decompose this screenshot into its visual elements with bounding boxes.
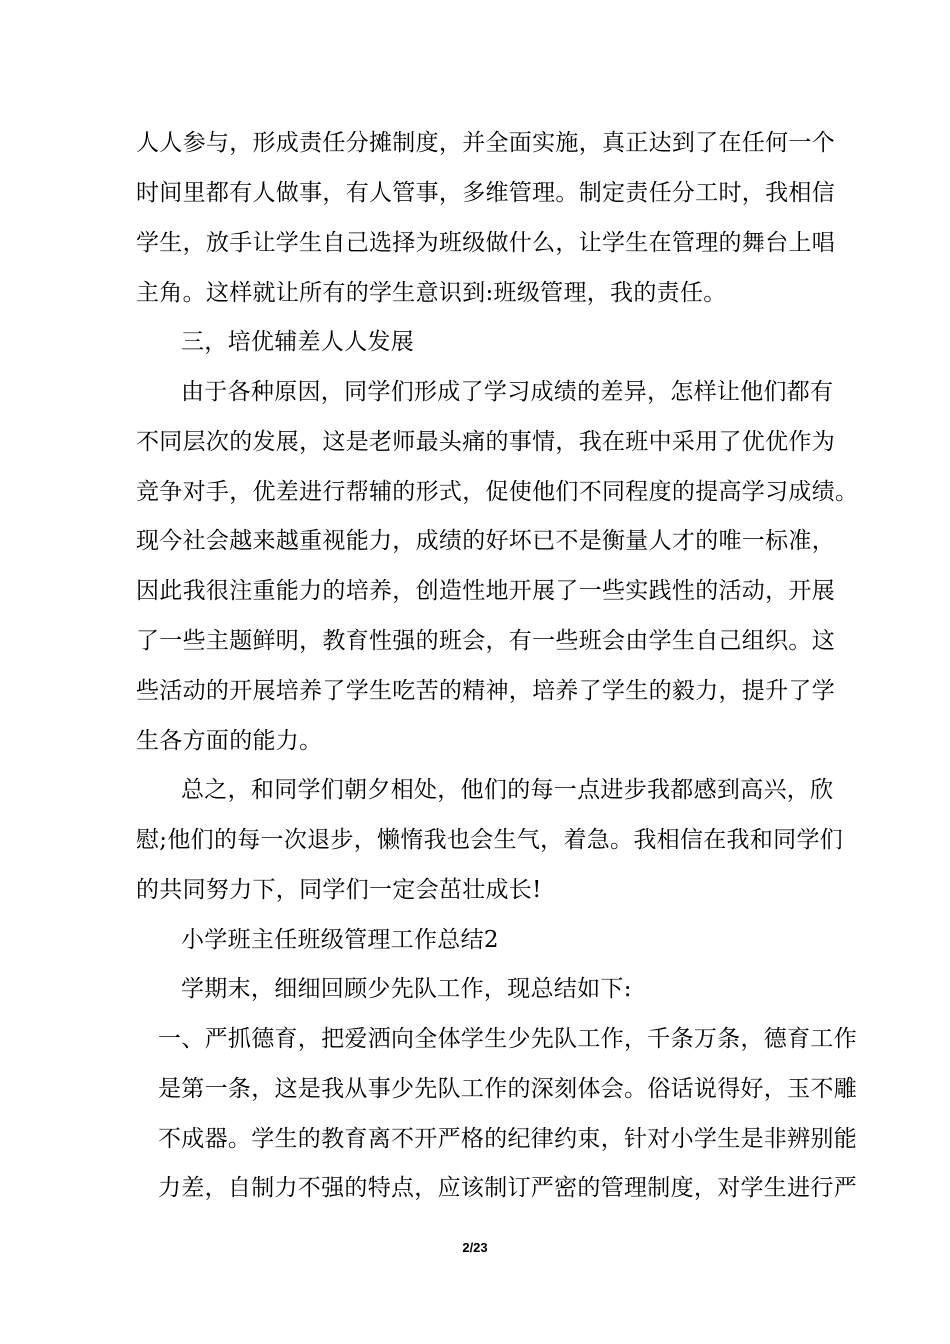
body-text-line: 不成器。学生的教育离不开严格的纪律约束，针对小学生是非辨别能 <box>158 1126 857 1152</box>
body-text-line: 不同层次的发展，这是老师最头痛的事情，我在班中采用了优优作为 <box>136 429 835 455</box>
body-text-line: 慰;他们的每一次退步，懒惰我也会生气，着急。我相信在我和同学们 <box>136 827 844 853</box>
body-text-line: 生各方面的能力。 <box>136 728 323 754</box>
body-text-line: 力差，自制力不强的特点，应该制订严密的管理制度，对学生进行严 <box>158 1175 857 1201</box>
body-text-line: 现今社会越来越重视能力，成绩的好坏已不是衡量人才的唯一标准， <box>136 528 835 554</box>
body-text-line: 一、严抓德育，把爱洒向全体学生少先队工作，千条万条，德育工作 <box>158 1026 857 1052</box>
article-title: 小学班主任班级管理工作总结2 <box>181 927 499 953</box>
body-text-line: 时间里都有人做事，有人管事，多维管理。制定责任分工时，我相信 <box>136 180 835 206</box>
body-text-line: 学生，放手让学生自己选择为班级做什么，让学生在管理的舞台上唱 <box>136 230 835 256</box>
body-text-line: 了一些主题鲜明，教育性强的班会，有一些班会由学生自己组织。这 <box>136 628 835 654</box>
body-text-line: 因此我很注重能力的培养，创造性地开展了一些实践性的活动，开展 <box>136 578 835 604</box>
body-text-line: 的共同努力下，同学们一定会茁壮成长! <box>136 877 542 903</box>
body-text-line: 是第一条，这是我从事少先队工作的深刻体会。俗话说得好，玉不雕 <box>158 1076 857 1102</box>
body-text-line: 人人参与，形成责任分摊制度，并全面实施，真正达到了在任何一个 <box>136 130 835 156</box>
body-text-line: 主角。这样就让所有的学生意识到:班级管理，我的责任。 <box>136 280 727 306</box>
body-text-line: 竞争对手，优差进行帮辅的形式，促使他们不同程度的提高学习成绩。 <box>136 479 859 505</box>
section-heading: 三，培优辅差人人发展 <box>181 329 414 355</box>
body-text-line: 学期末，细细回顾少先队工作，现总结如下: <box>181 976 632 1002</box>
body-text-line: 总之，和同学们朝夕相处，他们的每一点进步我都感到高兴，欣 <box>181 777 834 803</box>
body-text-line: 由于各种原因，同学们形成了学习成绩的差异，怎样让他们都有 <box>181 379 834 405</box>
body-text-line: 些活动的开展培养了学生吃苦的精神，培养了学生的毅力，提升了学 <box>136 678 835 704</box>
page-number: 2/23 <box>462 1240 488 1255</box>
